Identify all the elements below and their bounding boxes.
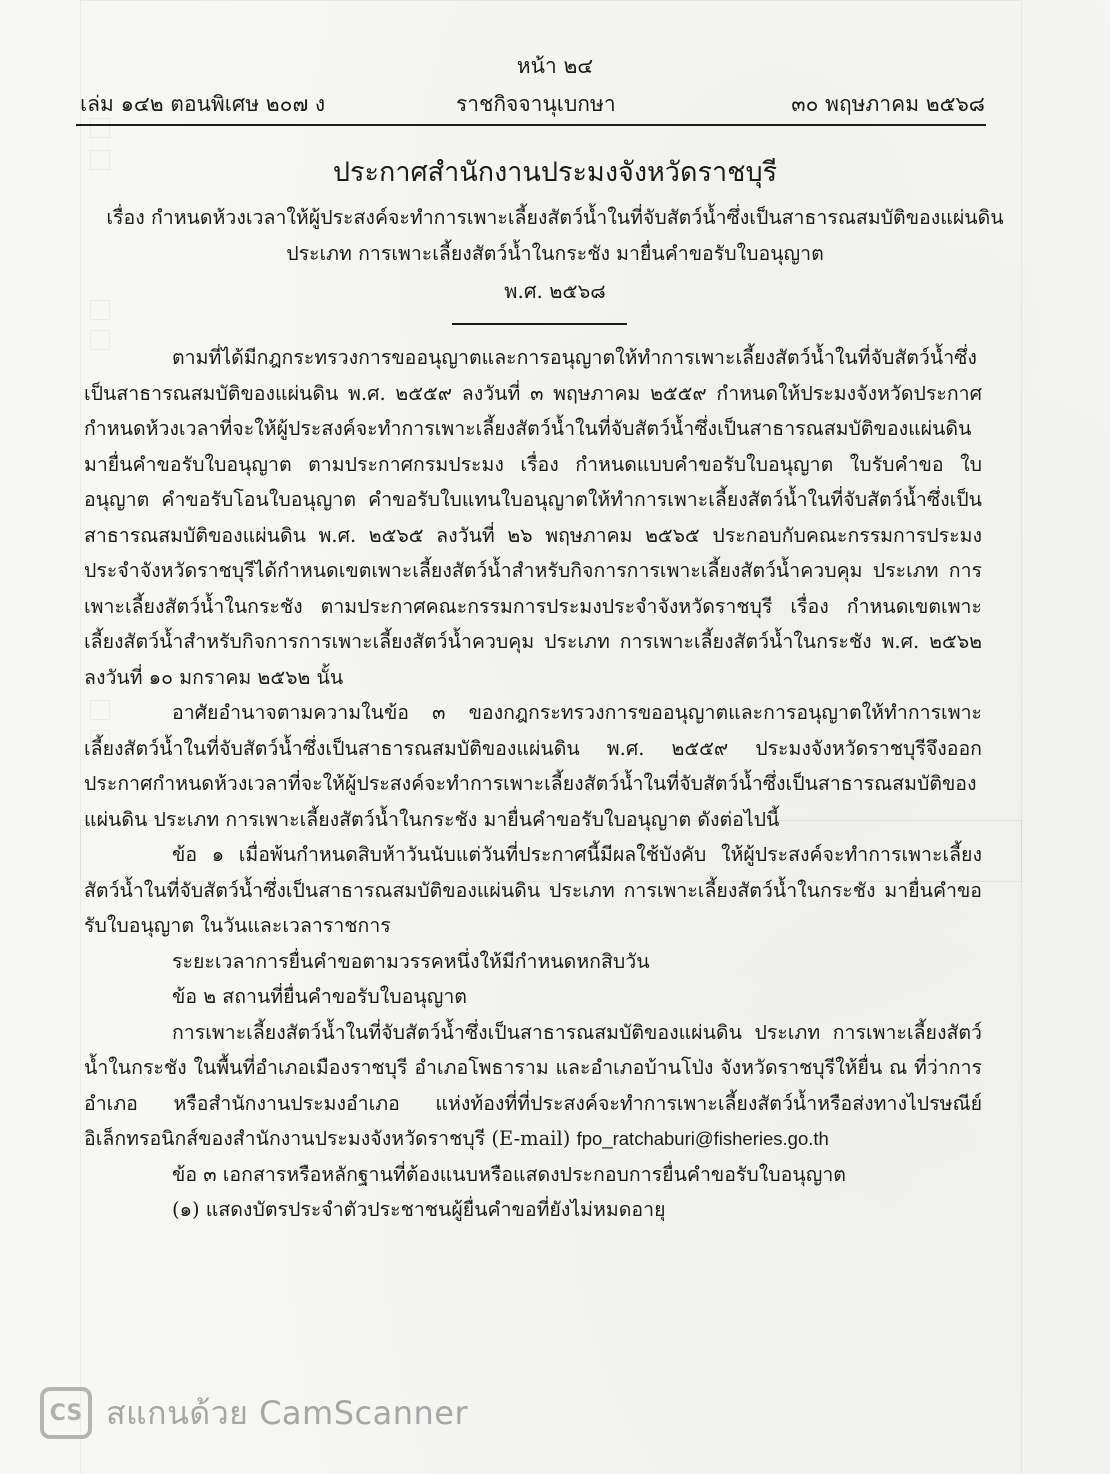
announcement-subject [60, 200, 1050, 272]
announcement-title: ประกาศสำนักงานประมงจังหวัดราชบุรี [332, 157, 778, 188]
clause-3: ข้อ ๓ เอกสารหรือหลักฐานที่ต้องแนบหรือแสดงประกอบการยื่นคำขอรับใบอนุญาต [172, 1162, 846, 1186]
title-rule [452, 323, 627, 325]
clause-2-detail [84, 1015, 982, 1157]
clause-2: ข้อ ๒ สถานที่ยื่นคำขอรับใบอนุญาต [172, 985, 467, 1008]
announcement-body [84, 340, 982, 1228]
clause-1: ข้อ ๑ เมื่อพ้นกำหนดสิบห้าวันนับแต่วันที่ประกาศนี้มีผลใช้บังคับ ให้ผู้ประสงค์จะทำการเพาะเลี้ยงสัตว์น้ำในที่จับสัตว์น้ำซึ่งเป็นสาธารณสมบัติของแผ่นดิน ประเภท การเพาะเลี้ยงสัตว์น้ำในกระชัง มายื่นคำขอรับใบอนุญาต ในวันและเวลาราชการ [84, 843, 982, 937]
watermark-text: สแกนด้วย CamScanner [106, 1393, 469, 1432]
clause-1-period: ระยะเวลาการยื่นคำขอตามวรรคหนึ่งให้มีกำหนดหกสิบวัน [172, 949, 650, 973]
header-rule [76, 124, 986, 126]
camscanner-watermark [40, 1386, 468, 1440]
publication-date: ๓๐ พฤษภาคม ๒๕๖๘ [791, 92, 985, 116]
camscanner-logo-icon: CS [40, 1387, 92, 1439]
subject-line-1: เรื่อง กำหนดห้วงเวลาให้ผู้ประสงค์จะทำการเพาะเลี้ยงสัตว์น้ำในที่จับสัตว์น้ำซึ่งเป็นสาธารณสมบัติของแผ่นดิน [106, 206, 1004, 229]
contact-email: fpo_ratchaburi@fisheries.go.th [576, 1128, 829, 1149]
clause-3-item-1: (๑) แสดงบัตรประจำตัวประชาชนผู้ยื่นคำขอที่ยังไม่หมดอายุ [172, 1198, 666, 1221]
page-number: หน้า ๒๔ [516, 54, 594, 78]
gazette-name: ราชกิจจานุเบกษา [456, 92, 616, 116]
paragraph-1: ตามที่ได้มีกฎกระทรวงการขออนุญาตและการอนุญาตให้ทำการเพาะเลี้ยงสัตว์น้ำในที่จับสัตว์น้ำซึ่งเป็นสาธารณสมบัติของแผ่นดิน พ.ศ. ๒๕๕๙ ลงวันที่ ๓ พฤษภาคม ๒๕๕๙ กำหนดให้ประมงจังหวัดประกาศกำหนดห้วงเวลาที่จะให้ผู้ประสงค์จะทำการเพาะเลี้ยงสัตว์น้ำในที่จับสัตว์น้ำซึ่งเป็นสาธารณสมบัติของแผ่นดิน มายื่นคำขอรับใบอนุญาต ตามประกาศกรมประมง เรื่อง กำหนดแบบคำขอรับใบอนุญาต ใบรับคำขอ ใบอนุญาต คำขอรับโอนใบอนุญาต คำขอรับใบแทนใบอนุญาตให้ทำการเพาะเลี้ยงสัตว์น้ำในที่จับสัตว์น้ำซึ่งเป็นสาธารณสมบัติของแผ่นดิน พ.ศ. ๒๕๖๕ ลงวันที่ ๒๖ พฤษภาคม ๒๕๖๕ ประกอบกับคณะกรรมการประมงประจำจังหวัดราชบุรีได้กำหนดเขตเพาะเลี้ยงสัตว์น้ำสำหรับกิจการการเพาะเลี้ยงสัตว์น้ำควบคุม ประเภท การเพาะเลี้ยงสัตว์น้ำในกระชัง ตามประกาศคณะกรรมการประมงประจำจังหวัดราชบุรี เรื่อง กำหนดเขตเพาะเลี้ยงสัตว์น้ำสำหรับกิจการการเพาะเลี้ยงสัตว์น้ำควบคุม ประเภท การเพาะเลี้ยงสัตว์น้ำในกระชัง พ.ศ. ๒๕๖๒ ลงวันที่ ๑๐ มกราคม ๒๕๖๒ นั้น [84, 346, 982, 689]
announcement-year: พ.ศ. ๒๕๖๘ [504, 279, 606, 303]
paragraph-2: อาศัยอำนาจตามความในข้อ ๓ ของกฎกระทรวงการขออนุญาตและการอนุญาตให้ทำการเพาะเลี้ยงสัตว์น้ำในที่จับสัตว์น้ำซึ่งเป็นสาธารณสมบัติของแผ่นดิน พ.ศ. ๒๕๕๙ ประมงจังหวัดราชบุรีจึงออกประกาศกำหนดห้วงเวลาที่จะให้ผู้ประสงค์จะทำการเพาะเลี้ยงสัตว์น้ำในที่จับสัตว์น้ำซึ่งเป็นสาธารณสมบัติของแผ่นดิน ประเภท การเพาะเลี้ยงสัตว์น้ำในกระชัง มายื่นคำขอรับใบอนุญาต ดังต่อไปนี้ [84, 701, 982, 831]
volume-info: เล่ม ๑๔๒ ตอนพิเศษ ๒๐๗ ง [80, 92, 326, 116]
clause-2-text: การเพาะเลี้ยงสัตว์น้ำในที่จับสัตว์น้ำซึ่งเป็นสาธารณสมบัติของแผ่นดิน ประเภท การเพาะเลี้ยงสัตว์น้ำในกระชัง ในพื้นที่อำเภอเมืองราชบุรี อำเภอโพธาราม และอำเภอบ้านโป่ง จังหวัดราชบุรีให้ยื่น ณ ที่ว่าการอำเภอ หรือสำนักงานประมงอำเภอ แห่งท้องที่ที่ประสงค์จะทำการเพาะเลี้ยงสัตว์น้ำหรือส่งทางไปรษณีย์อิเล็กทรอนิกส์ของสำนักงานประมงจังหวัดราชบุรี (E-mail) [84, 1020, 982, 1150]
subject-line-2: ประเภท การเพาะเลี้ยงสัตว์น้ำในกระชัง มายื่นคำขอรับใบอนุญาต [286, 242, 824, 265]
